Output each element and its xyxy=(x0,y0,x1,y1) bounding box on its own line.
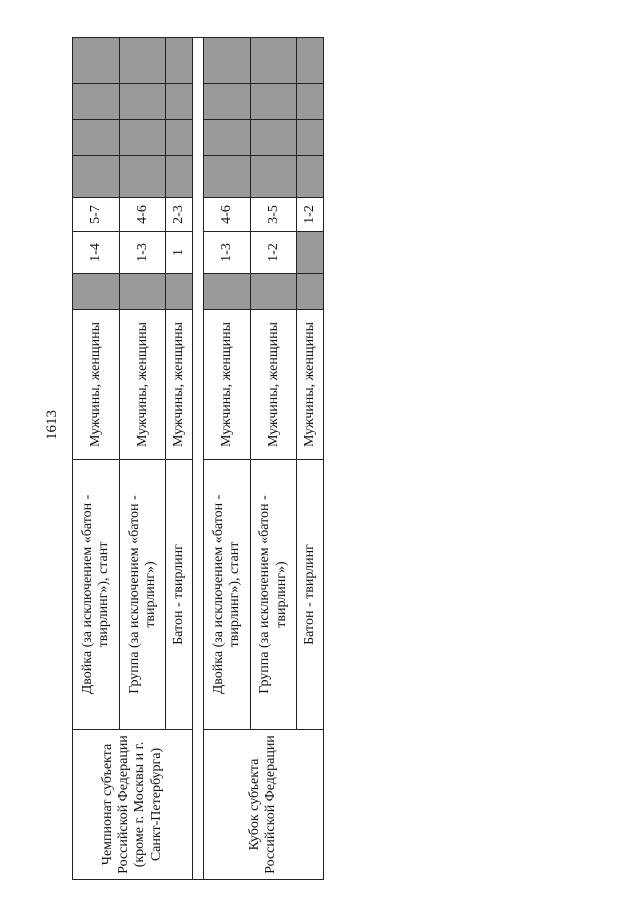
range-cell xyxy=(297,232,324,274)
shaded-cell xyxy=(73,120,120,156)
shaded-cell xyxy=(73,274,120,310)
shaded-cell xyxy=(250,38,297,84)
shaded-cell xyxy=(119,38,166,84)
competition-cell: Чемпионат субъекта Российской Федерации (кроме г. Москвы и г. Санкт-Петербурга) xyxy=(73,730,193,880)
table-row xyxy=(203,38,250,880)
table-row xyxy=(73,38,120,880)
shaded-cell xyxy=(119,274,166,310)
shaded-cell xyxy=(166,156,193,198)
section-divider xyxy=(192,38,203,880)
discipline-cell: Группа (за исключением «батон - твирлинг») xyxy=(250,460,297,730)
range-cell: 1-2 xyxy=(297,198,324,232)
gender-cell: Мужчины, женщины xyxy=(203,310,250,460)
shaded-cell xyxy=(203,38,250,84)
range-cell: 1 xyxy=(166,232,193,274)
shaded-cell xyxy=(166,274,193,310)
range-cell: 1-3 xyxy=(203,232,250,274)
range-cell: 2-3 xyxy=(166,198,193,232)
gender-cell: Мужчины, женщины xyxy=(166,310,193,460)
range-cell: 5-7 xyxy=(73,198,120,232)
gender-cell: Мужчины, женщины xyxy=(250,310,297,460)
classification-table xyxy=(72,37,324,880)
shaded-cell xyxy=(166,120,193,156)
rotated-table-container xyxy=(72,38,324,880)
range-cell: 1-2 xyxy=(250,232,297,274)
discipline-cell: Группа (за исключением «батон - твирлинг») xyxy=(119,460,166,730)
shaded-cell xyxy=(166,84,193,120)
shaded-cell xyxy=(73,84,120,120)
shaded-cell xyxy=(119,120,166,156)
discipline-cell: Батон - твирлинг xyxy=(166,460,193,730)
shaded-cell xyxy=(203,156,250,198)
range-cell: 1-4 xyxy=(73,232,120,274)
shaded-cell xyxy=(250,120,297,156)
shaded-cell xyxy=(250,156,297,198)
shaded-cell xyxy=(119,84,166,120)
range-cell: 3-5 xyxy=(250,198,297,232)
gender-cell: Мужчины, женщины xyxy=(297,310,324,460)
shaded-cell xyxy=(297,84,324,120)
range-cell: 4-6 xyxy=(203,198,250,232)
range-cell: 4-6 xyxy=(119,198,166,232)
shaded-cell xyxy=(73,38,120,84)
shaded-cell xyxy=(297,38,324,84)
page-number: 1613 xyxy=(44,410,60,440)
range-cell: 1-3 xyxy=(119,232,166,274)
discipline-cell: Двойка (за исключением «батон - твирлинг»), стант xyxy=(73,460,120,730)
shaded-cell xyxy=(297,120,324,156)
shaded-cell xyxy=(203,120,250,156)
shaded-cell xyxy=(250,84,297,120)
shaded-cell xyxy=(297,156,324,198)
shaded-cell xyxy=(119,156,166,198)
shaded-cell xyxy=(203,274,250,310)
shaded-cell xyxy=(297,274,324,310)
shaded-cell xyxy=(250,274,297,310)
gender-cell: Мужчины, женщины xyxy=(73,310,120,460)
divider-cell xyxy=(192,38,203,880)
gender-cell: Мужчины, женщины xyxy=(119,310,166,460)
discipline-cell: Двойка (за исключением «батон - твирлинг»), стант xyxy=(203,460,250,730)
shaded-cell xyxy=(203,84,250,120)
discipline-cell: Батон - твирлинг xyxy=(297,460,324,730)
shaded-cell xyxy=(73,156,120,198)
competition-cell: Кубок субъекта Российской Федерации xyxy=(203,730,323,880)
shaded-cell xyxy=(166,38,193,84)
